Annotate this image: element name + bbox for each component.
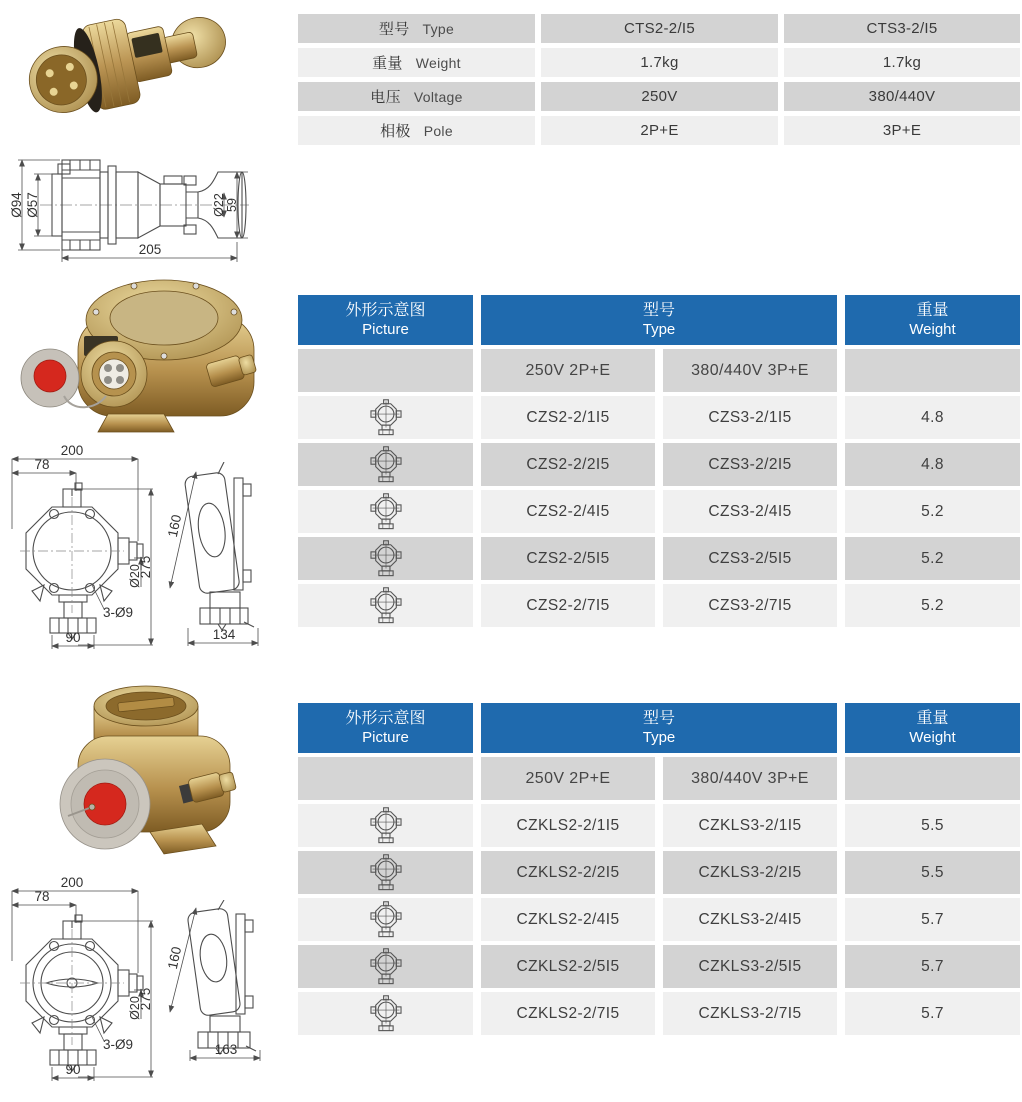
dim-160: 160 <box>164 513 185 539</box>
dim-275: 275 <box>138 987 153 1011</box>
czkls-catalog-table <box>298 703 1020 1035</box>
type-cell: CZKLS2-2/2I5 <box>481 851 655 894</box>
header-cn: 型号 <box>642 301 675 319</box>
spec-value: CTS2-2/I5 <box>541 14 778 43</box>
cts-spec-table <box>298 14 1020 145</box>
spec-value: 380/440V <box>784 82 1020 111</box>
picture-cell <box>298 584 473 627</box>
dim-78: 78 <box>34 889 50 904</box>
type-cell: CZS2-2/1I5 <box>481 396 655 439</box>
spec-label <box>298 48 535 77</box>
spec-value: 1.7kg <box>784 48 1020 77</box>
picture-cell <box>298 804 473 847</box>
type-cell: CZS2-2/7I5 <box>481 584 655 627</box>
type-cell: CZKLS2-2/1I5 <box>481 804 655 847</box>
dim-59: 59 <box>225 198 239 212</box>
socket-outline-icon <box>369 446 403 484</box>
picture-cell <box>298 537 473 580</box>
weight-cell: 4.8 <box>845 443 1020 486</box>
weight-cell: 4.8 <box>845 396 1020 439</box>
header-en: Picture <box>362 320 409 338</box>
weight-cell: 5.7 <box>845 898 1020 941</box>
col-header-weight <box>845 703 1020 753</box>
subheader-voltage1: 250V 2P+E <box>481 349 655 392</box>
weight-cell: 5.7 <box>845 945 1020 988</box>
header-en: Weight <box>909 728 956 746</box>
spec-label <box>298 14 535 43</box>
label-cn: 电压 <box>370 89 401 106</box>
header-en: Type <box>642 320 676 338</box>
dim-dia57: Ø57 <box>25 192 40 218</box>
weight-cell: 5.2 <box>845 490 1020 533</box>
czkls-front-dimension-drawing <box>6 875 158 1082</box>
czs-product-photo <box>12 264 260 436</box>
type-cell: CZS2-2/2I5 <box>481 443 655 486</box>
socket-outline-icon <box>369 807 403 845</box>
plug-dimension-drawing <box>8 148 253 270</box>
dim-dia94: Ø94 <box>9 192 24 218</box>
socket-outline-icon <box>369 854 403 892</box>
weight-cell: 5.7 <box>845 992 1020 1035</box>
socket-outline-icon <box>369 587 403 625</box>
header-cn: 外形示意图 <box>345 301 426 319</box>
spec-label <box>298 116 535 145</box>
type-cell: CZKLS3-2/4I5 <box>663 898 837 941</box>
type-cell: CZS3-2/7I5 <box>663 584 837 627</box>
dim-200: 200 <box>60 875 84 890</box>
type-cell: CZKLS2-2/7I5 <box>481 992 655 1035</box>
socket-outline-icon <box>369 399 403 437</box>
spec-value: 2P+E <box>541 116 778 145</box>
dim-78: 78 <box>34 457 50 472</box>
socket-outline-icon <box>369 995 403 1033</box>
header-cn: 型号 <box>642 709 675 727</box>
dim-dia20: Ø20 <box>128 996 142 1020</box>
spec-value: 3P+E <box>784 116 1020 145</box>
header-cn: 外形示意图 <box>345 709 426 727</box>
plug-product-photo <box>18 6 238 142</box>
dim-200: 200 <box>60 443 84 458</box>
weight-cell: 5.2 <box>845 584 1020 627</box>
dim-90: 90 <box>65 1062 81 1077</box>
type-cell: CZS2-2/4I5 <box>481 490 655 533</box>
label-cn: 型号 <box>378 21 410 38</box>
col-header-picture <box>298 295 473 345</box>
type-cell: CZKLS3-2/5I5 <box>663 945 837 988</box>
subheader-voltage2: 380/440V 3P+E <box>663 349 837 392</box>
dim-3d9: 3-Ø9 <box>103 1037 134 1052</box>
label-en: Type <box>422 20 455 37</box>
picture-cell <box>298 945 473 988</box>
header-cn: 重量 <box>916 301 949 319</box>
type-cell: CZS3-2/1I5 <box>663 396 837 439</box>
label-en: Pole <box>423 122 453 139</box>
picture-cell <box>298 851 473 894</box>
type-cell: CZKLS2-2/4I5 <box>481 898 655 941</box>
label-en: Weight <box>415 54 461 71</box>
picture-cell <box>298 443 473 486</box>
czs-catalog-table <box>298 295 1020 627</box>
picture-cell <box>298 396 473 439</box>
type-cell: CZKLS3-2/1I5 <box>663 804 837 847</box>
type-cell: CZKLS3-2/7I5 <box>663 992 837 1035</box>
picture-cell <box>298 992 473 1035</box>
spec-value: CTS3-2/I5 <box>784 14 1020 43</box>
header-en: Type <box>642 728 676 746</box>
subheader-empty <box>845 349 1020 392</box>
socket-outline-icon <box>369 493 403 531</box>
col-header-weight <box>845 295 1020 345</box>
socket-outline-icon <box>369 540 403 578</box>
dim-160: 160 <box>164 945 185 971</box>
subheader-voltage2: 380/440V 3P+E <box>663 757 837 800</box>
spec-value: 1.7kg <box>541 48 778 77</box>
label-cn: 相极 <box>380 123 411 140</box>
type-cell: CZS2-2/5I5 <box>481 537 655 580</box>
label-cn: 重量 <box>372 55 403 72</box>
subheader-empty <box>298 349 473 392</box>
weight-cell: 5.5 <box>845 804 1020 847</box>
dim-dia20: Ø20 <box>128 564 142 588</box>
czs-side-dimension-drawing <box>160 462 264 648</box>
dim-163: 163 <box>214 1042 238 1057</box>
spec-label <box>298 82 535 111</box>
czs-front-dimension-drawing <box>6 443 158 650</box>
czkls-side-dimension-drawing <box>160 900 268 1062</box>
header-cn: 重量 <box>916 709 949 727</box>
dim-134: 134 <box>212 627 236 642</box>
subheader-voltage1: 250V 2P+E <box>481 757 655 800</box>
socket-outline-icon <box>369 901 403 939</box>
socket-outline-icon <box>369 948 403 986</box>
czkls-product-photo <box>30 674 245 860</box>
spec-value: 250V <box>541 82 778 111</box>
label-en: Voltage <box>413 88 463 105</box>
dim-205: 205 <box>138 242 162 257</box>
weight-cell: 5.2 <box>845 537 1020 580</box>
col-header-type <box>481 295 837 345</box>
subheader-empty <box>845 757 1020 800</box>
dim-275: 275 <box>138 555 153 579</box>
dim-dia22: Ø22 <box>212 193 226 217</box>
picture-cell <box>298 898 473 941</box>
type-cell: CZS3-2/5I5 <box>663 537 837 580</box>
weight-cell: 5.5 <box>845 851 1020 894</box>
header-en: Picture <box>362 728 409 746</box>
type-cell: CZS3-2/4I5 <box>663 490 837 533</box>
picture-cell <box>298 490 473 533</box>
col-header-picture <box>298 703 473 753</box>
col-header-type <box>481 703 837 753</box>
subheader-empty <box>298 757 473 800</box>
dim-3d9: 3-Ø9 <box>103 605 134 620</box>
type-cell: CZS3-2/2I5 <box>663 443 837 486</box>
header-en: Weight <box>909 320 956 338</box>
dim-90: 90 <box>65 630 81 645</box>
type-cell: CZKLS2-2/5I5 <box>481 945 655 988</box>
type-cell: CZKLS3-2/2I5 <box>663 851 837 894</box>
